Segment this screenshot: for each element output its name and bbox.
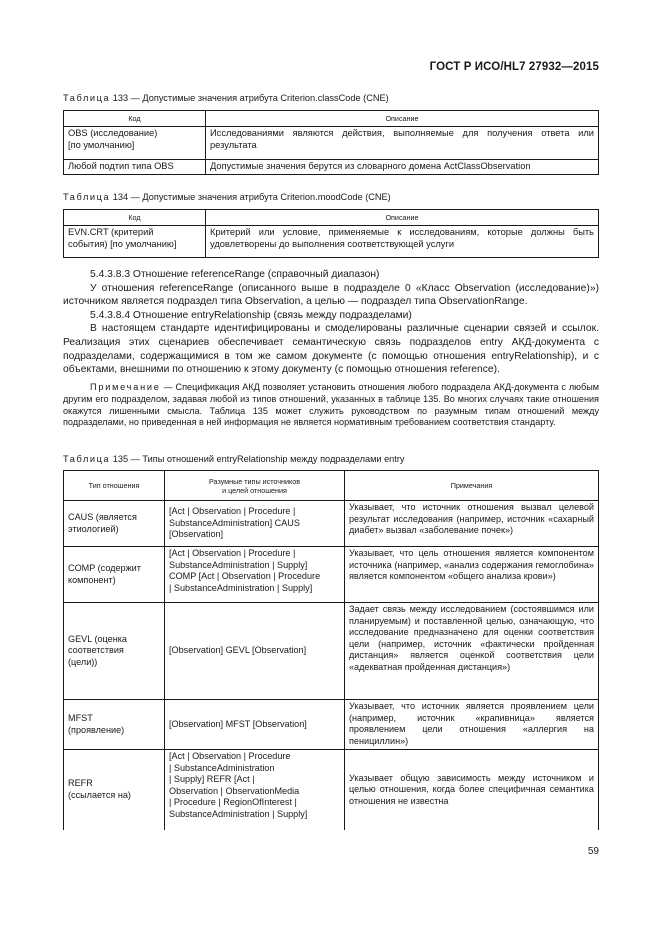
table-135 [63,470,599,830]
table-cell: GEVL (оценка соответствия (цели)) [64,603,165,700]
column-header-relation-type: Тип отношения [64,471,165,501]
caption-label: Таблица [63,93,111,103]
body-text [63,268,599,377]
paragraph: В настоящем стандарте идентифицированы и смоделированы различные сценарии связей и ссылок. Реализация этих сценариев обеспечивает семантическую связь подразделов entry АКД-документа с подразделами, содержащимися в том же самом документе (с помощью отношения entryRelationship), и с объектами, внешними по отношению к этому документу (с помощью отношения reference). [63,323,599,376]
note-text: — Спецификация АКД позволяет установить отношения любого подраздела АКД-документа с любым другим его подразделом, задавая любой из типов отношений, указанных в таблице 135. Во многих случаях такие отношения окажутся лишенными смысла. Таблица 135 может служить руководством по разумным типам отношений между подразделами, но приведенная в ней информация не является нормативным требованием соответствия стандарту. [63,382,599,428]
table-cell: Критерий или условие, применяемые к исследованиям, которые должны быть удовлетворены до выполнения соответствующей услуги [206,226,599,258]
section-heading-5-4-3-8-3: 5.4.3.8.3 Отношение referenceRange (справочный диапазон) [90,269,380,280]
table-cell: [Act | Observation | Procedure | SubstanceAdministration | Supply] REFR [Act | Observation | ObservationMedia | Procedure | RegionOfInterest | SubstanceAdministration | Supply] [165,750,345,830]
table-cell: REFR (ссылается на) [64,750,165,830]
document-header: ГОСТ Р ИСО/HL7 27932—2015 [429,61,599,73]
table-row [64,700,599,750]
table-header-row [64,471,599,501]
table-row [64,501,599,547]
caption-label: Таблица [63,192,111,202]
note [63,382,599,429]
section-heading-5-4-3-8-4: 5.4.3.8.4 Отношение entryRelationship (связь между подразделами) [90,309,412,321]
column-header-description: Описание [206,210,599,226]
table-cell: Указывает, что источник отношения вызвал целевой результат исследования (например, источник «сахарный диабет» вызвал «заболевание почек») [345,501,599,547]
table-cell: OBS (исследование) [по умолчанию] [64,127,206,160]
paragraph: У отношения referenceRange (описанного выше в подразделе 0 «Класс Observation (исследование)») источником является подраздел типа Observation, а целью — подраздел типа ObservationRange. [63,282,599,308]
caption-text: 133 — Допустимые значения атрибута Criterion.classCode (CNE) [110,93,389,103]
table-row [64,547,599,603]
table-133-caption [63,93,389,103]
table-header-row [64,210,599,226]
table-133 [63,110,599,175]
table-row [64,127,599,160]
table-134 [63,209,599,258]
table-cell: Указывает общую зависимость между источником и целью отношения, когда более специфичная семантика отношения не известна [345,750,599,830]
table-cell: Указывает, что источник является проявлением цели (например, источник «крапивница» является проявлением цели отношения «аллергия на пенициллин») [345,700,599,750]
table-cell: Указывает, что цель отношения является компонентом источника (например, «анализ содержания гемоглобина» является компонентом «общего анализа крови») [345,547,599,603]
column-header-description: Описание [206,111,599,127]
table-cell: CAUS (является этиологией) [64,501,165,547]
column-header-code: Код [64,210,206,226]
caption-text: 135 — Типы отношений entryRelationship между подразделами entry [110,454,405,464]
table-cell: Исследованиями являются действия, выполняемые для получения ответа или результата [206,127,599,160]
table-cell: Задает связь между исследованием (состоявшимся или планируемым) и поставленной целью, означающую, что исследование предназначено для оценки соответствия цели (например, источник «фактически пройденная дистанция» является оценкой соответствия цели «адекватная пройденная дистанция») [345,603,599,700]
table-cell: [Act | Observation | Procedure | SubstanceAdministration] CAUS [Observation] [165,501,345,547]
table-134-caption [63,192,391,202]
table-cell: [Act | Observation | Procedure | SubstanceAdministration | Supply] COMP [Act | Observation | Procedure | SubstanceAdministration | Supply] [165,547,345,603]
column-header-notes: Примечания [345,471,599,501]
table-cell: MFST (проявление) [64,700,165,750]
table-cell: Допустимые значения берутся из словарного домена ActClassObservation [206,160,599,175]
table-135-caption [63,454,405,464]
column-header-code: Код [64,111,206,127]
page-number: 59 [587,846,599,857]
table-row [64,603,599,700]
table-row [64,226,599,258]
note-label: Примечание [90,382,161,392]
table-cell: [Observation] MFST [Observation] [165,700,345,750]
table-row [64,160,599,175]
table-header-row [64,111,599,127]
table-row [64,750,599,830]
table-cell: EVN.CRT (критерий события) [по умолчанию] [64,226,206,258]
column-header-source-target-types: Разумные типы источников и целей отношения [165,471,345,501]
table-cell: COMP (содержит компонент) [64,547,165,603]
caption-label: Таблица [63,454,111,464]
table-cell: Любой подтип типа OBS [64,160,206,175]
table-cell: [Observation] GEVL [Observation] [165,603,345,700]
caption-text: 134 — Допустимые значения атрибута Criterion.moodCode (CNE) [110,192,391,202]
